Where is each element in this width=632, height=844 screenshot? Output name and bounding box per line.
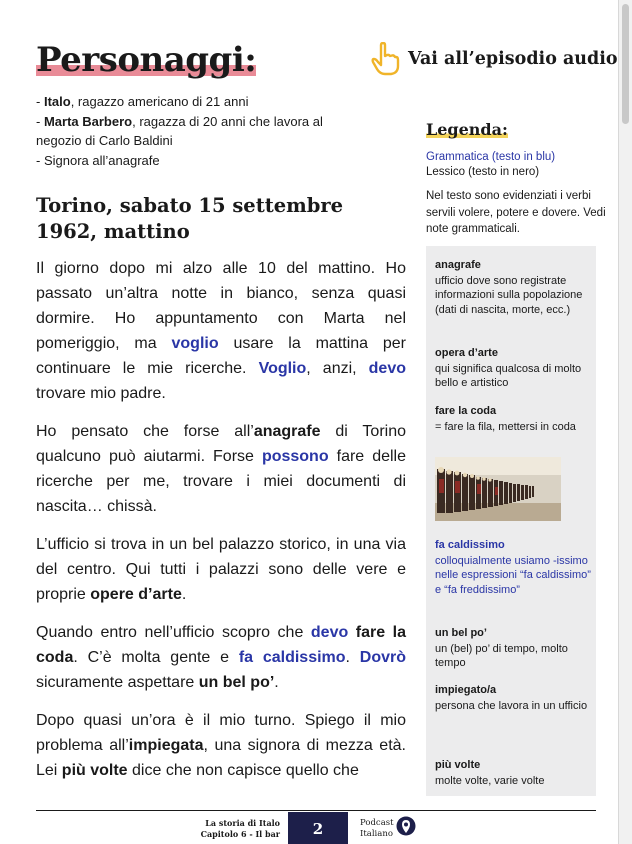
grammar-verb: Voglio: [258, 360, 307, 377]
vertical-scrollbar[interactable]: [619, 0, 632, 844]
grammar-verb: devo: [368, 360, 406, 377]
story-paragraph: [36, 708, 406, 783]
lexicon-term: opere d’arte: [90, 586, 182, 603]
lexicon-term: fare la coda: [36, 624, 407, 666]
audio-episode-label: Vai all’episodio audio: [408, 49, 618, 69]
page-title: Personaggi:: [36, 40, 257, 80]
scrollbar-thumb[interactable]: [622, 4, 629, 124]
lexicon-term: più volte: [61, 762, 128, 779]
text-run: Il giorno dopo mi alzo alle 10 del mattino. Ho passato un’altra notte in bianco, senza quasi dormire. Ho appuntamento con Marta nel pomeriggio, ma: [36, 260, 406, 352]
podcast-logo-icon: [395, 815, 417, 837]
scene-heading: Torino, sabato 15 settembre 1962, mattino: [36, 194, 344, 243]
footer-divider: [36, 810, 596, 811]
text-run: .: [345, 649, 360, 666]
legend-grammar: Grammatica (testo in blu): [426, 151, 556, 163]
glossary-panel: [426, 246, 596, 796]
grammar-verb: voglio: [171, 335, 219, 352]
podcast-brand: Podcast Italiano: [360, 818, 394, 839]
glossary-entry: più volte molte volte, varie volte: [435, 759, 545, 787]
character-item: - Italo, ragazzo americano di 21 anni: [36, 94, 249, 109]
text-run: .: [181, 586, 187, 603]
text-run: sicuramente aspettare: [36, 674, 199, 691]
story-text: [36, 256, 406, 796]
character-item: - Marta Barbero, ragazza di 20 anni che lavora al negozio di Carlo Baldini: [36, 113, 323, 148]
text-run: di Torino qualcuno può aiutarmi. Forse: [36, 423, 406, 465]
glossary-entry: fare la coda = fare la fila, mettersi in coda: [435, 405, 576, 433]
queue-photo: [435, 457, 561, 521]
text-run: . C’è molta gente e: [73, 649, 239, 666]
glossary-entry: impiegato/a persona che lavora in un ufficio: [435, 684, 588, 712]
legend-lexicon: Lessico (testo in nero): [426, 166, 540, 178]
text-run: dice che non capisce quello che: [127, 762, 359, 779]
text-run: fare delle ricerche per me, trovare i miei documenti di nascita… chissà.: [36, 448, 407, 515]
text-run: usare la mattina per continuare le mie ricerche.: [36, 335, 407, 377]
text-run: Ho pensato che forse all’: [36, 423, 254, 440]
audio-episode-link[interactable]: [370, 42, 618, 76]
text-run: , anzi,: [306, 360, 369, 377]
grammar-verb: possono: [261, 448, 329, 465]
hand-pointer-icon: [370, 42, 400, 76]
text-run: Dopo quasi un’ora è il mio turno. Spiego il mio problema all’: [36, 712, 406, 754]
glossary-entry: anagrafe ufficio dove sono registrate informazioni sulla popolazione (dati di nascita, morte, ecc.): [435, 259, 583, 316]
text-run: , una signora di mezza età. Lei: [36, 737, 406, 779]
lexicon-term: un bel po’: [198, 674, 275, 691]
lexicon-term: anagrafe: [253, 423, 321, 440]
text-run: L’ufficio si trova in un bel palazzo storico, in una via del centro. Qui tutti i palazzi sono delle vere e proprie: [36, 536, 406, 603]
legend-title: Legenda:: [426, 120, 508, 139]
story-paragraph: [36, 620, 406, 695]
lexicon-term: impiegata: [128, 737, 204, 754]
character-item: - Signora all’anagrafe: [36, 152, 160, 168]
character-list: [36, 92, 356, 170]
legend-note: Nel testo sono evidenziati i verbi servili volere, potere e dovere. Vedi note grammaticali.: [426, 190, 606, 235]
page-number: 2: [288, 812, 348, 844]
grammar-verb: fa caldissimo: [238, 649, 346, 666]
grammar-verb: devo: [310, 624, 349, 641]
text-run: .: [274, 674, 279, 691]
story-paragraph: [36, 419, 406, 519]
text-run: trovare mio padre.: [36, 385, 166, 402]
glossary-entry: fa caldissimo colloquialmente usiamo -issimo nelle espressioni “fa caldissimo” e “fa freddissimo”: [435, 539, 591, 596]
grammar-verb: Dovrò: [359, 649, 406, 666]
story-paragraph: [36, 256, 406, 406]
glossary-entry: opera d’arte qui significa qualcosa di molto bello e artistico: [435, 347, 582, 389]
footer-series: La storia di Italo Capitolo 6 - Il bar: [200, 818, 280, 839]
text-run: [348, 624, 356, 641]
glossary-entry: un bel po’ un (bel) po’ di tempo, molto tempo: [435, 627, 568, 669]
story-paragraph: [36, 532, 406, 607]
text-run: Quando entro nell’ufficio scopro che: [36, 624, 311, 641]
